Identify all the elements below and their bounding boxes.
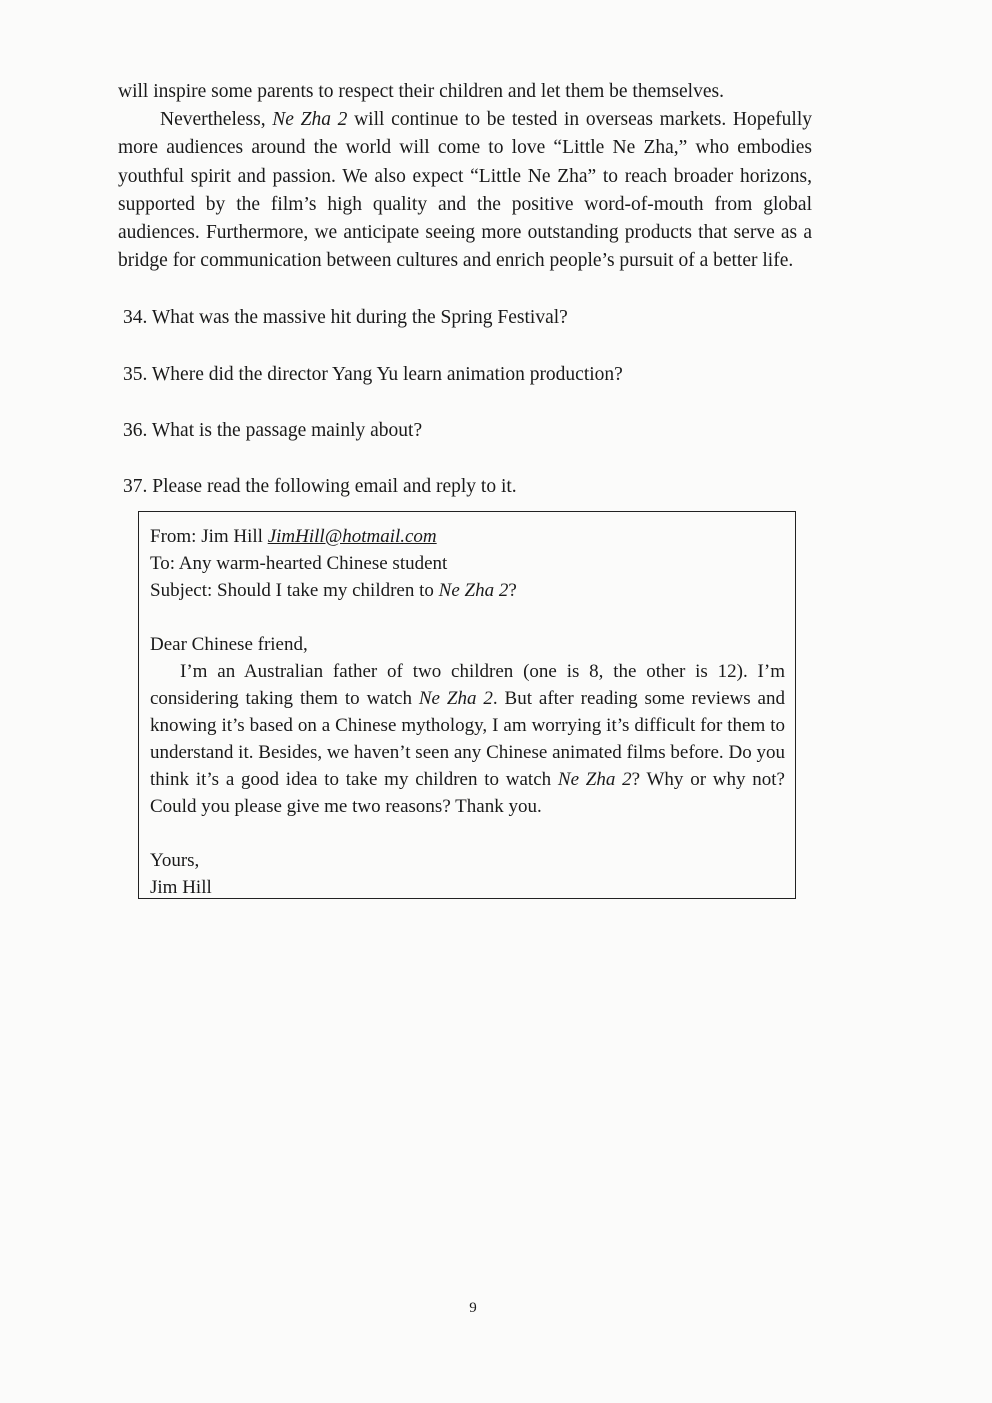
paragraph [118, 106, 812, 275]
spacer [150, 820, 785, 847]
email-closing: Yours, [150, 850, 200, 871]
question-35: 35. Where did the director Yang Yu learn animation production? [123, 364, 623, 385]
question-37: 37. Please read the following email and reply to it. [123, 476, 517, 497]
email-subject [150, 577, 785, 604]
body-text: ? Why or why not? Could you please give me two reasons? Thank you. [150, 769, 785, 817]
email-body [150, 658, 785, 820]
body-text: . But after reading some reviews and knowing it’s based on a Chinese mythology, I am worrying it’s difficult for them to understand it. Besides, we haven’t seen any Chinese animated films before. Do you think it’s a good idea to take my children to watch [150, 688, 785, 790]
film-title: Ne Zha 2 [438, 580, 509, 601]
spacer [150, 604, 785, 631]
question-36: 36. What is the passage mainly about? [123, 420, 423, 441]
email-to: To: Any warm-hearted Chinese student [150, 553, 448, 574]
email-signature: Jim Hill [150, 877, 212, 898]
reading-passage [118, 78, 812, 275]
question-34: 34. What was the massive hit during the Spring Festival? [123, 307, 568, 328]
paragraph-text: will continue to be tested in overseas markets. Hopefully more audiences around the world will come to love “Little Ne Zha,” who embodies youthful spirit and passion. We also expect “Little Ne Zha” to reach broader horizons, supported by the film’s high quality and the positive word-of-mouth from global audiences. Furthermore, we anticipate seeing more outstanding products that serve as a bridge for communication between cultures and enrich people’s pursuit of a better life. [118, 109, 812, 272]
email-greeting: Dear Chinese friend, [150, 634, 308, 655]
email-box [138, 511, 796, 899]
email-address-link[interactable]: JimHill@hotmail.com [267, 526, 437, 547]
film-title: Ne Zha 2 [272, 109, 348, 131]
paragraph-text: Nevertheless, [160, 109, 273, 131]
subject-end: ? [508, 580, 517, 601]
film-title: Ne Zha 2 [557, 769, 632, 790]
paragraph-end: will inspire some parents to respect their children and let them be themselves. [118, 81, 724, 102]
body-text: I’m an Australian father of two children (one is 8, the other is 12). I’m considering taking them to watch [150, 661, 785, 709]
email-from [150, 523, 785, 550]
subject-label: Subject: Should I take my children to [150, 580, 439, 601]
page-number: 9 [469, 1300, 477, 1316]
film-title: Ne Zha 2 [418, 688, 493, 709]
from-label: From: Jim Hill [150, 526, 268, 547]
